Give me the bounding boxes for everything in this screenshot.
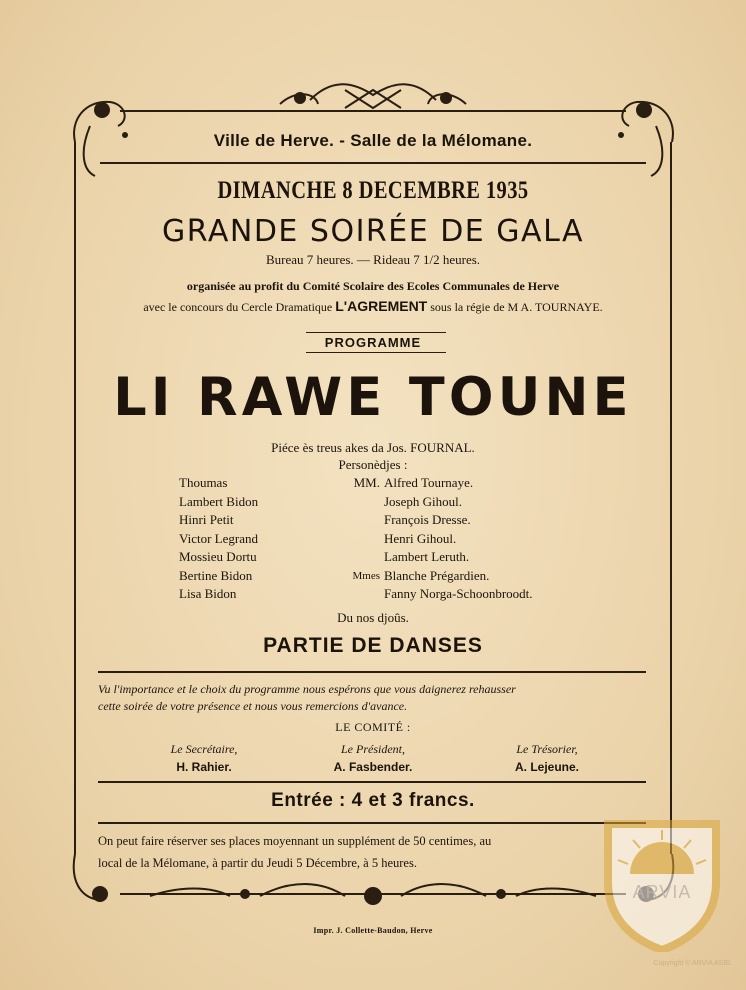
organizer-text: organisée au profit du Comité Scolaire des Ecoles Communales de Herve [186,279,560,293]
rule-below-venue [100,162,646,164]
cast-role: Bertine Bidon [179,567,253,583]
cast-prefix [348,585,380,604]
cast-heading: Personèdjes : [338,457,408,472]
reservation-line: On peut faire réserver ses places moyennant un supplément de 50 centimes, au [98,834,492,848]
troupe-name: L'AGREMENT [335,298,428,314]
closing-note-line: cette soirée de votre présence et nous vous remercions d'avance. [98,699,408,713]
rule-below-entree [98,822,646,824]
cast-role: Thoumas [179,475,228,490]
committee-name-secretary: H. Rahier. [176,760,232,774]
committee-title-president: Le Président, [341,742,405,756]
entry-price: Entrée : 4 et 3 francs. [271,790,475,811]
rule-above-programme [306,332,446,333]
reservation-line: local de la Mélomane, à partir du Jeudi 5 Décembre, à 5 heures. [98,856,417,870]
cast-prefixes [348,474,380,604]
cast-prefix [348,548,380,567]
committee-title-treasurer: Le Trésorier, [516,742,578,756]
cast-role: Lisa Bidon [179,586,237,601]
cast-roles [179,474,258,604]
cast-actor: Lambert Leruth. [384,549,470,564]
play-setting: Du nos djoûs. [337,610,409,625]
cast-prefix [348,530,380,549]
copyright-text: Copyright © ARVIA ASBL [653,960,732,967]
rule-below-danses [98,671,646,673]
event-date: DIMANCHE 8 DECEMBRE 1935 [217,177,529,204]
cast-actor: Blanche Prégardien. [384,567,490,583]
concours-prefix: avec le concours du Cercle Dramatique [143,300,333,314]
closing-note [98,681,654,715]
programme-label: PROGRAMME [324,335,422,350]
reservation-note [98,830,654,874]
cast-actor: Henri Gihoul. [384,530,457,546]
concours-line [0,298,746,315]
rule-above-entree [98,781,646,783]
arvia-logo-text: ARVIA [632,882,692,902]
cast-actor: Joseph Gihoul. [384,493,462,509]
event-title: GRANDE SOIRÉE DE GALA [161,214,584,249]
cast-actor: Fanny Norga-Schoonbroodt. [384,586,533,601]
cast-role: Hinri Petit [179,512,234,527]
cast-role: Mossieu Dortu [179,549,257,564]
concours-suffix: sous la régie de M A. TOURNAYE. [430,300,603,314]
danses-heading: PARTIE DE DANSES [263,634,483,657]
closing-note-line: Vu l'importance et le choix du programme nous espérons que vous daignerez rehausser [98,682,516,696]
cast-role: Lambert Bidon [179,493,259,509]
cast-prefix: Mmes [352,569,380,582]
play-subtitle: Piéce ès treus akes da Jos. FOURNAL. [271,440,475,455]
venue-line: Ville de Herve. - Salle de la Mélomane. [213,131,533,150]
cast-actors [384,474,533,604]
committee-name-president: A. Fasbender. [333,760,413,774]
cast-prefix: MM. [353,475,380,490]
printer-credit: Impr. J. Collette-Baudon, Herve [313,926,433,935]
cast-actor: Alfred Tournaye. [384,475,474,490]
rule-below-programme [306,352,446,353]
cast-prefix [348,493,380,512]
cast-actor: François Dresse. [384,512,471,527]
organizer-line [0,279,746,294]
committee-label: LE COMITÉ : [335,720,411,734]
event-times: Bureau 7 heures. — Rideau 7 1/2 heures. [265,252,481,267]
cast-role: Victor Legrand [179,530,258,546]
committee-title-secretary: Le Secrétaire, [170,742,238,756]
committee-name-treasurer: A. Lejeune. [514,760,579,774]
cast-prefix [348,511,380,530]
play-title: LI RAWE TOUNE [113,366,633,428]
